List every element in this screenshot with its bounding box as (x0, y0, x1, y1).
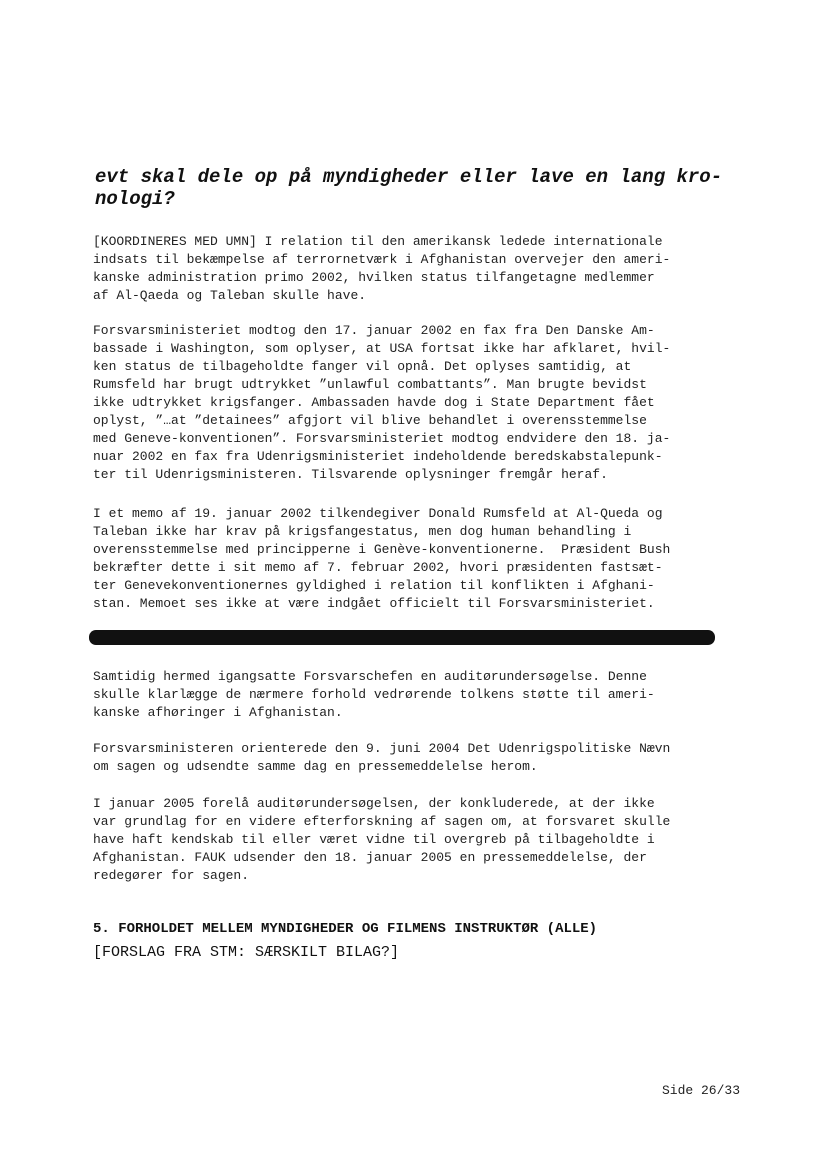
page-number: Side 26/33 (662, 1083, 741, 1098)
editorial-note-heading (95, 166, 755, 210)
redaction-bar (89, 630, 715, 645)
text-line: ikke udtrykket krigsfanger. Ambassaden havde dog i State Department fået (93, 395, 655, 410)
text-line: kanske afhøringer i Afghanistan. (93, 705, 343, 720)
text-line: Afghanistan. FAUK udsender den 18. januar 2005 en pressemeddelelse, der (93, 850, 647, 865)
text-line: var grundlag for en videre efterforskning af sagen om, at forsvaret skulle (93, 814, 671, 829)
text-line: ter Genevekonventionernes gyldighed i relation til konflikten i Afghani- (93, 578, 655, 593)
text-line: stan. Memoet ses ikke at være indgået officielt til Forsvarsministeriet. (93, 596, 655, 611)
text-line: om sagen og udsendte samme dag en pressemeddelelse herom. (93, 759, 538, 774)
text-line: af Al-Qaeda og Taleban skulle have. (93, 288, 367, 303)
text-line: skulle klarlægge de nærmere forhold vedrørende tolkens støtte til ameri- (93, 687, 655, 702)
text-line: Samtidig hermed igangsatte Forsvarschefen en auditørundersøgelse. Denne (93, 669, 647, 684)
text-line: I et memo af 19. januar 2002 tilkendegiver Donald Rumsfeld at Al-Queda og (93, 506, 663, 521)
text-line: Rumsfeld har brugt udtrykket ”unlawful combattants”. Man brugte bevidst (93, 377, 647, 392)
text-line: [KOORDINERES MED UMN] I relation til den amerikansk ledede internationale (93, 234, 663, 249)
text-line: bekræfter dette i sit memo af 7. februar 2002, hvori præsidenten fastsæt- (93, 560, 663, 575)
paragraph-memo (93, 505, 753, 613)
section-5-note: [FORSLAG FRA STM: SÆRSKILT BILAG?] (93, 944, 400, 961)
paragraph-fax (93, 322, 753, 484)
heading-line: evt skal dele op på myndigheder eller lave en lang kro- (95, 166, 723, 188)
text-line: bassade i Washington, som oplyser, at USA fortsat ikke har afklaret, hvil- (93, 341, 671, 356)
text-line: ken status de tilbageholdte fanger vil opnå. Det oplyses samtidig, at (93, 359, 632, 374)
text-line: kanske administration primo 2002, hvilken status tilfangetagne medlemmer (93, 270, 655, 285)
text-line: Forsvarsministeren orienterede den 9. juni 2004 Det Udenrigspolitiske Nævn (93, 741, 671, 756)
text-line: overensstemmelse med principperne i Genève-konventionerne. Præsident Bush (93, 542, 671, 557)
text-line: I januar 2005 forelå auditørundersøgelsen, der konkluderede, at der ikke (93, 796, 655, 811)
text-line: indsats til bekæmpelse af terrornetværk i Afghanistan overvejer den ameri- (93, 252, 671, 267)
heading-line: nologi? (95, 188, 175, 210)
text-line: redegører for sagen. (93, 868, 250, 883)
paragraph-orientering (93, 740, 753, 776)
text-line: med Geneve-konventionen”. Forsvarsministeriet modtog endvidere den 18. ja- (93, 431, 671, 446)
text-line: Taleban ikke har krav på krigsfangestatus, men dog human behandling i (93, 524, 632, 539)
section-5-heading: 5. FORHOLDET MELLEM MYNDIGHEDER OG FILMENS INSTRUKTØR (ALLE) (93, 921, 598, 937)
text-line: oplyst, ”…at ”detainees” afgjort vil blive behandlet i overensstemmelse (93, 413, 647, 428)
text-line: Forsvarsministeriet modtog den 17. januar 2002 en fax fra Den Danske Am- (93, 323, 655, 338)
paragraph-konklusion (93, 795, 753, 885)
paragraph-koordineres (93, 233, 753, 305)
paragraph-auditor (93, 668, 753, 722)
text-line: ter til Udenrigsministeren. Tilsvarende oplysninger fremgår heraf. (93, 467, 608, 482)
text-line: have haft kendskab til eller været vidne til overgreb på tilbageholdte i (93, 832, 655, 847)
text-line: nuar 2002 en fax fra Udenrigsministeriet indeholdende beredskabstalepunk- (93, 449, 663, 464)
